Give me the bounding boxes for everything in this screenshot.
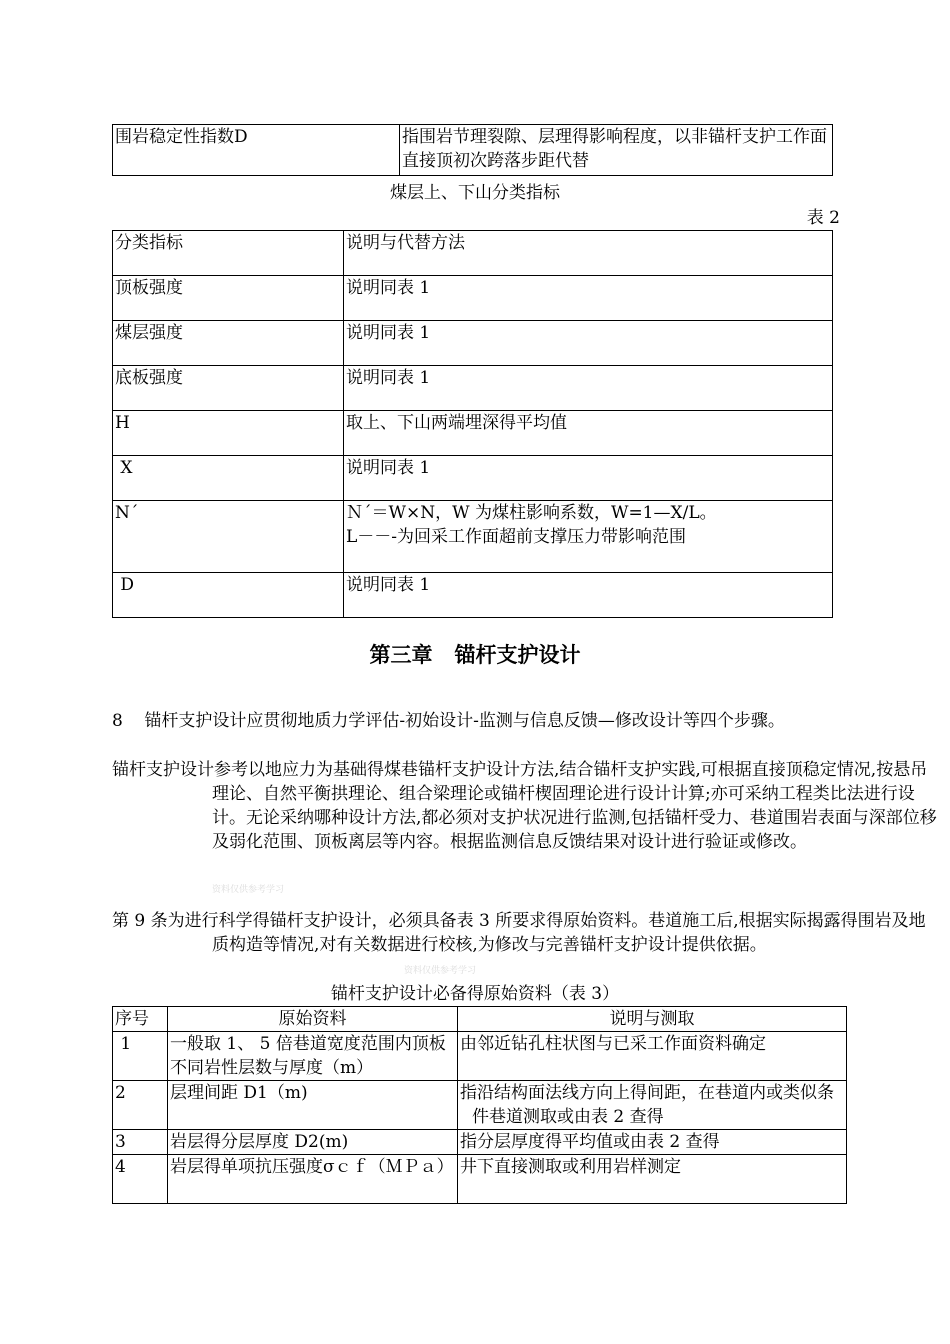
- table-cell: N´: [113, 501, 344, 573]
- paragraph-design-method: 锚杆支护设计参考以地应力为基础得煤巷锚杆支护设计方法,结合锚杆支护实践,可根据直接顶稳定情况,按悬吊理论、自然平衡拱理论、组合梁理论或锚杆楔固理论进行设计计算;亦可采纳工程类比法进行设计。无论采纳哪种设计方法,都必须对支护状况进行监测,包括锚杆受力、巷道围岩表面与深部位移及弱化范围、顶板离层等内容。根据监测信息反馈结果对设计进行验证或修改。: [112, 760, 937, 852]
- table-cell: 分类指标: [113, 231, 344, 276]
- table-cell: 底板强度: [113, 366, 344, 411]
- table-cell: H: [113, 411, 344, 456]
- table-header: 说明与测取: [458, 1007, 847, 1032]
- table-cell: 说明同表 1: [344, 321, 833, 366]
- cell-line: Ｎ´＝W×N，W 为煤柱影响系数，W=1—X/L。: [346, 503, 717, 523]
- table-row: [113, 1130, 847, 1155]
- table-cell: [344, 501, 833, 573]
- table-cell: 由邻近钻孔柱状图与已采工作面资料确定: [458, 1032, 847, 1081]
- table-caption: 锚杆支护设计必备得原始资料（表 3）: [330, 984, 620, 1004]
- table-cell: 4: [113, 1155, 168, 1204]
- paragraph-article-8: 8 锚杆支护设计应贯彻地质力学评估-初始设计-监测与信息反馈—修改设计等四个步骤。: [112, 711, 785, 731]
- table-label: 表 2: [806, 208, 840, 228]
- table-cell: 3: [113, 1130, 168, 1155]
- table-row: [113, 1032, 847, 1081]
- table-cell: 顶板强度: [113, 276, 344, 321]
- table-row: [113, 501, 833, 573]
- watermark-text: 资料仅供参考学习: [404, 966, 477, 976]
- table-cell: 取上、下山两端埋深得平均值: [344, 411, 833, 456]
- watermark-text: 资料仅供参考学习: [212, 885, 285, 895]
- table-raw-data: [112, 1006, 847, 1204]
- table-row: [113, 411, 833, 456]
- table-header-row: [113, 1007, 847, 1032]
- table-header: 序号: [113, 1007, 168, 1032]
- table-row: [113, 231, 833, 276]
- table-cell: 1: [113, 1032, 168, 1081]
- paragraph-article-9: 第 9 条为进行科学得锚杆支护设计，必须具备表 3 所要求得原始资料。巷道施工后,根据实际揭露得围岩及地质构造等情况,对有关数据进行校核,为修改与完善锚杆支护设计提供依据。: [112, 911, 926, 955]
- table-caption: 煤层上、下山分类指标: [390, 183, 560, 203]
- table-cell: 说明与代替方法: [344, 231, 833, 276]
- table-cell: 说明同表 1: [344, 276, 833, 321]
- table-cell: 围岩稳定性指数D: [113, 125, 400, 176]
- table-cell: 井下直接测取或利用岩样测定: [458, 1155, 847, 1204]
- table-cell: 说明同表 1: [344, 573, 833, 618]
- table-row: [113, 456, 833, 501]
- cell-line: L－－-为回采工作面超前支撑压力带影响范围: [346, 527, 687, 547]
- table-row: [113, 1155, 847, 1204]
- table-cell: 岩层得分层厚度 D2(m): [168, 1130, 458, 1155]
- table-row: [113, 1081, 847, 1130]
- table-row: [113, 573, 833, 618]
- table-cell: 一般取 1、 5 倍巷道宽度范围内顶板不同岩性层数与厚度（m）: [168, 1032, 458, 1081]
- table-row: [113, 366, 833, 411]
- table-cell: 指围岩节理裂隙、层理得影响程度，以非锚杆支护工作面直接顶初次跨落步距代替: [400, 125, 833, 176]
- table-cell: X: [113, 456, 344, 501]
- table-cell: 2: [113, 1081, 168, 1130]
- table-row: [113, 125, 833, 176]
- table-header: 原始资料: [168, 1007, 458, 1032]
- chapter-title: 第三章 锚杆支护设计: [369, 643, 581, 667]
- table-cell: 说明同表 1: [344, 456, 833, 501]
- table-row: [113, 276, 833, 321]
- table-cell: 说明同表 1: [344, 366, 833, 411]
- table-cell: 岩层得单项抗压强度σｃｆ（ＭＰａ）: [168, 1155, 458, 1204]
- table-row: [113, 321, 833, 366]
- table-cell: 煤层强度: [113, 321, 344, 366]
- table-cell: 层理间距 D1（m): [168, 1081, 458, 1130]
- table-rock-stability: [112, 124, 833, 176]
- table-cell: 指沿结构面法线方向上得间距，在巷道内或类似条件巷道测取或由表 2 查得: [458, 1081, 847, 1130]
- table-cell: 指分层厚度得平均值或由表 2 查得: [458, 1130, 847, 1155]
- table-cell: D: [113, 573, 344, 618]
- table-classification: [112, 230, 833, 618]
